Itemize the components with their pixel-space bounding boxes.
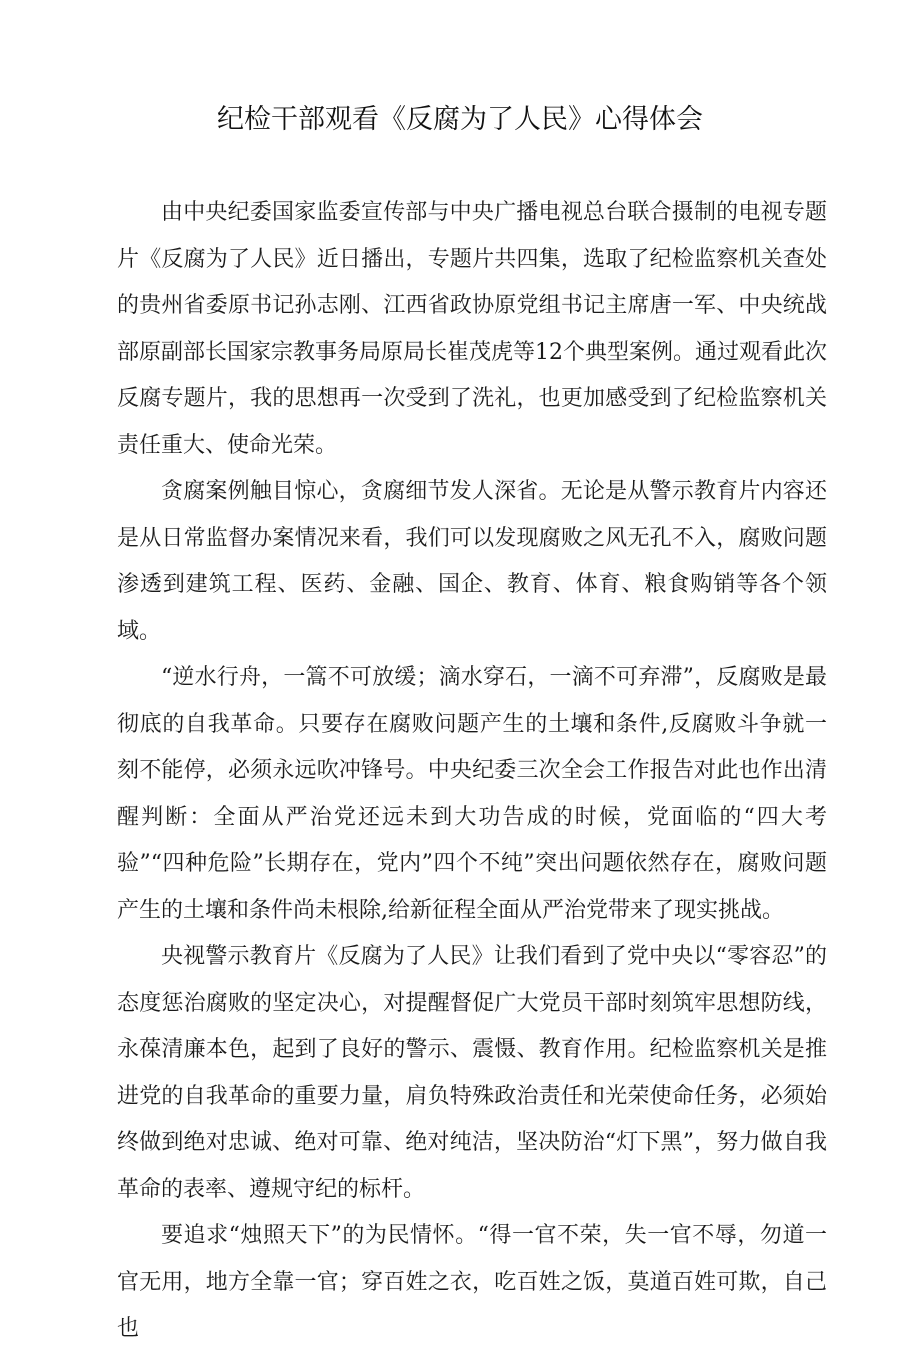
document-body [117, 190, 827, 1353]
paragraph-4: 央视警示教育片《反腐为了人民》让我们看到了党中央以“零容忍”的态度惩治腐败的坚定决心，对提醒督促广大党员干部时刻筑牢思想防线，永葆清廉本色，起到了良好的警示、震慑、教育作用。纪检监察机关是推进党的自我革命的重要力量，肩负特殊政治责任和光荣使命任务，必须始终做到绝对忠诚、绝对可靠、绝对纯洁，坚决防治“灯下黑”，努力做自我革命的表率、遵规守纪的标杆。 [117, 944, 827, 1202]
paragraph-1: 由中央纪委国家监委宣传部与中央广播电视总台联合摄制的电视专题片《反腐为了人民》近日播出，专题片共四集，选取了纪检监察机关查处的贵州省委原书记孙志刚、江西省政协原党组书记主席唐一军、中央统战部原副部长国家宗教事务局原局长崔茂虎等12个典型案例。通过观看此次反腐专题片，我的思想再一次受到了洗礼，也更加感受到了纪检监察机关责任重大、使命光荣。 [117, 200, 827, 458]
document-title: 纪检干部观看《反腐为了人民》心得体会 [217, 104, 703, 135]
paragraph-3: “逆水行舟，一篙不可放缓；滴水穿石，一滴不可弃滞”，反腐败是最彻底的自我革命。只要存在腐败问题产生的土壤和条件,反腐败斗争就一刻不能停，必须永远吹冲锋号。中央纪委三次全会工作报告对此也作出清醒判断：全面从严治党还远未到大功告成的时候，党面临的“四大考验”“四种危险”长期存在，党内”四个不纯”突出问题依然存在，腐败问题产生的土壤和条件尚未根除,给新征程全面从严治党带来了现实挑战。 [117, 665, 827, 923]
paragraph-5: 要追求“烛照天下”的为民情怀。“得一官不荣，失一官不辱，勿道一官无用，地方全靠一官；穿百姓之衣，吃百姓之饭，莫道百姓可欺，自己也 [117, 1223, 827, 1341]
paragraph-2: 贪腐案例触目惊心，贪腐细节发人深省。无论是从警示教育片内容还是从日常监督办案情况来看，我们可以发现腐败之风无孔不入，腐败问题渗透到建筑工程、医药、金融、国企、教育、体育、粮食购销等各个领域。 [117, 479, 827, 644]
